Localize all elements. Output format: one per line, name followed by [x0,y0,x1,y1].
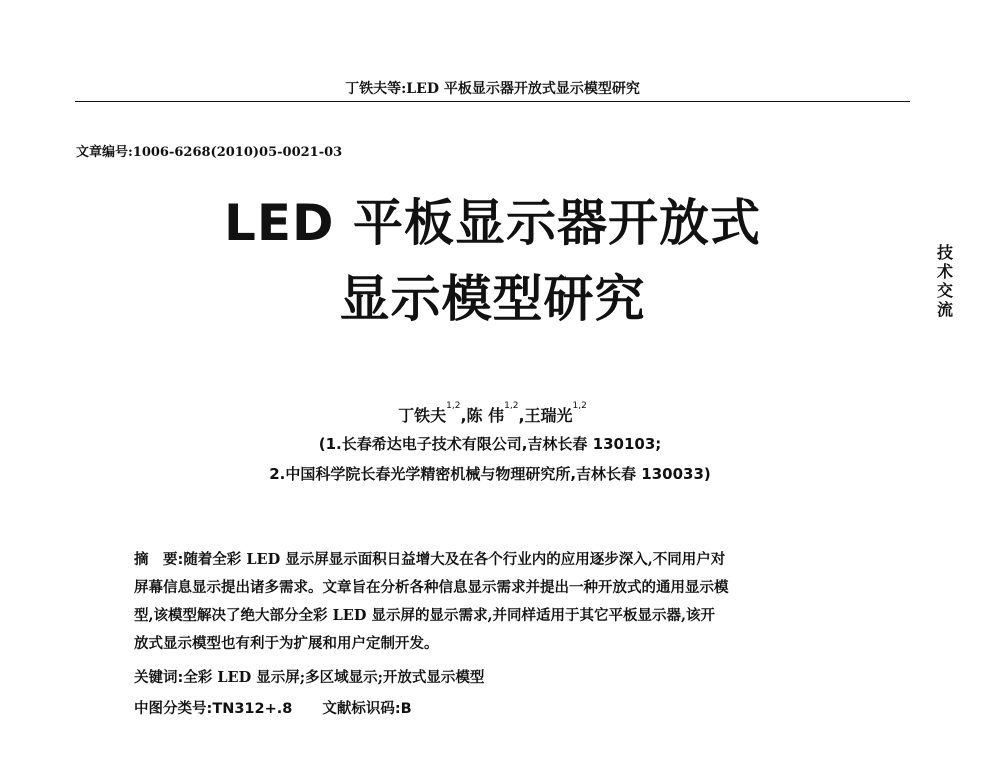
author-separator: , [460,406,467,425]
clc-value: TN312+.8 [212,701,293,717]
abstract-line-4: 放式显示模型也有利于为扩展和用户定制开发。 [134,635,439,652]
abstract [134,546,854,658]
side-tab-char: 技 [936,243,953,262]
author-affil-mark: 1,2 [446,401,461,411]
keywords [134,666,484,687]
author-affil-mark: 1,2 [504,401,519,411]
section-side-tab [934,243,956,319]
author-name: 丁铁夫 [398,406,447,425]
affiliation-line-2: 2.中国科学院长春光学精密机械与物理研究所,吉林长春 130033) [269,465,711,483]
paper-title-line-1: LED 平板显示器开放式 [224,194,761,252]
article-number: 文章编号:1006-6268(2010)05-0021-03 [76,145,343,160]
affiliation-line-1: (1.长春希达电子技术有限公司,吉林长春 130103; [318,435,662,453]
author-name: 王瑞光 [524,406,573,425]
doc-code-label: 文献标识码: [322,701,401,717]
clc-label: 中图分类号: [134,701,213,717]
abstract-text: 随着全彩 LED 显示屏显示面积日益增大及在各个行业内的应用逐步深入,不同用户对 [183,551,726,568]
side-tab-char: 术 [936,262,953,281]
side-tab-char: 流 [936,300,953,319]
paper-title-line-2: 显示模型研究 [339,270,646,328]
side-tab-char: 交 [936,281,953,300]
running-header: 丁铁夫等:LED 平板显示器开放式显示模型研究 [345,81,640,97]
abstract-label: 摘 要: [134,552,184,568]
abstract-line-3: 型,该模型解决了绝大部分全彩 LED 显示屏的显示需求,并同样适用于其它平板显示器,该开 [134,607,716,624]
header-rule [75,101,910,102]
keywords-label: 关键词: [134,670,184,686]
author-affil-mark: 1,2 [572,401,587,411]
keywords-text: 全彩 LED 显示屏;多区域显示;开放式显示模型 [183,669,485,686]
abstract-line-1 [134,546,854,574]
author-separator: , [518,406,525,425]
author-name: 陈 伟 [466,406,505,425]
abstract-line-2: 屏幕信息显示提出诸多需求。文章旨在分析各种信息显示需求并提出一种开放式的通用显示模 [134,579,729,596]
author-list [300,403,685,426]
doc-code-value: B [400,701,412,717]
classification-line [134,697,412,718]
